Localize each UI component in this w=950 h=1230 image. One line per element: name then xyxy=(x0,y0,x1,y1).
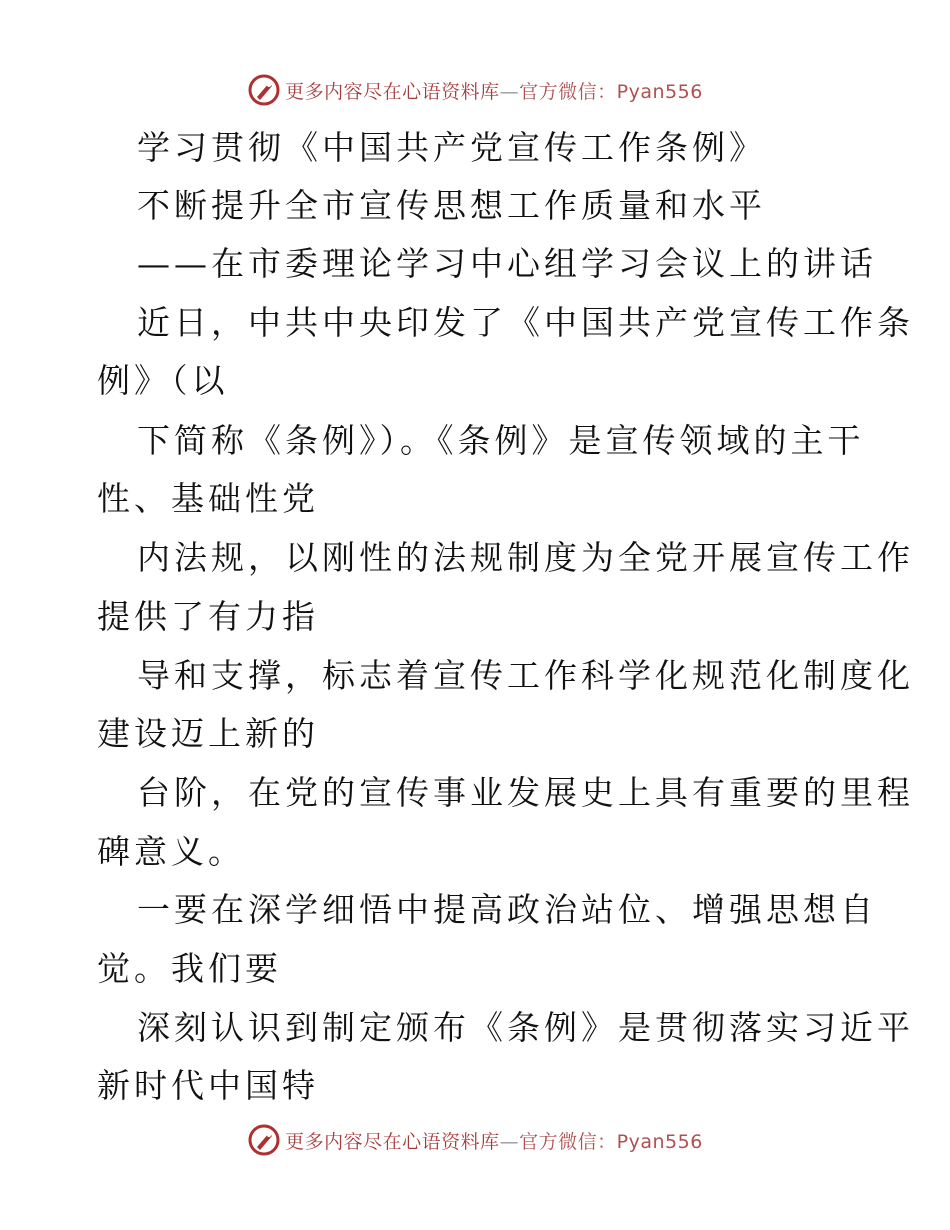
paragraph-line: 建设迈上新的 xyxy=(97,714,319,753)
paragraph-line: 导和支撑，标志着宣传工作科学化规范化制度化 xyxy=(137,656,914,695)
paragraph-line: 觉。我们要 xyxy=(97,949,282,988)
paragraph-line: 近日，中共中央印发了《中国共产党宣传工作条 xyxy=(137,303,914,342)
banner-text: 更多内容尽在心语资料库—官方微信：Pyan556 xyxy=(285,1130,703,1153)
document-title-line2: 不断提升全市宣传思想工作质量和水平 xyxy=(137,186,766,225)
document-title: 学习贯彻《中国共产党宣传工作条例》 xyxy=(137,128,766,167)
pen-nib-logo-icon xyxy=(247,1123,281,1157)
paragraph-line: 碑意义。 xyxy=(97,832,245,871)
paragraph-line: 台阶，在党的宣传事业发展史上具有重要的里程 xyxy=(137,773,914,812)
footer-watermark-banner xyxy=(0,1120,950,1160)
banner-text: 更多内容尽在心语资料库—官方微信：Pyan556 xyxy=(285,80,703,103)
paragraph-line: 内法规，以刚性的法规制度为全党开展宣传工作 xyxy=(137,538,914,577)
paragraph-line: 性、基础性党 xyxy=(97,479,319,518)
paragraph-line: 例》（以 xyxy=(97,361,229,400)
document-subtitle: ——在市委理论学习中心组学习会议上的讲话 xyxy=(137,244,877,283)
paragraph-line: 一要在深学细悟中提高政治站位、增强思想自 xyxy=(137,890,877,929)
paragraph-line: 新时代中国特 xyxy=(97,1066,319,1105)
paragraph-line: 提供了有力指 xyxy=(97,597,319,636)
paragraph-line: 下简称《条例》）。《条例》是宣传领域的主干 xyxy=(137,421,865,460)
paragraph-line: 深刻认识到制定颁布《条例》是贯彻落实习近平 xyxy=(137,1008,914,1047)
